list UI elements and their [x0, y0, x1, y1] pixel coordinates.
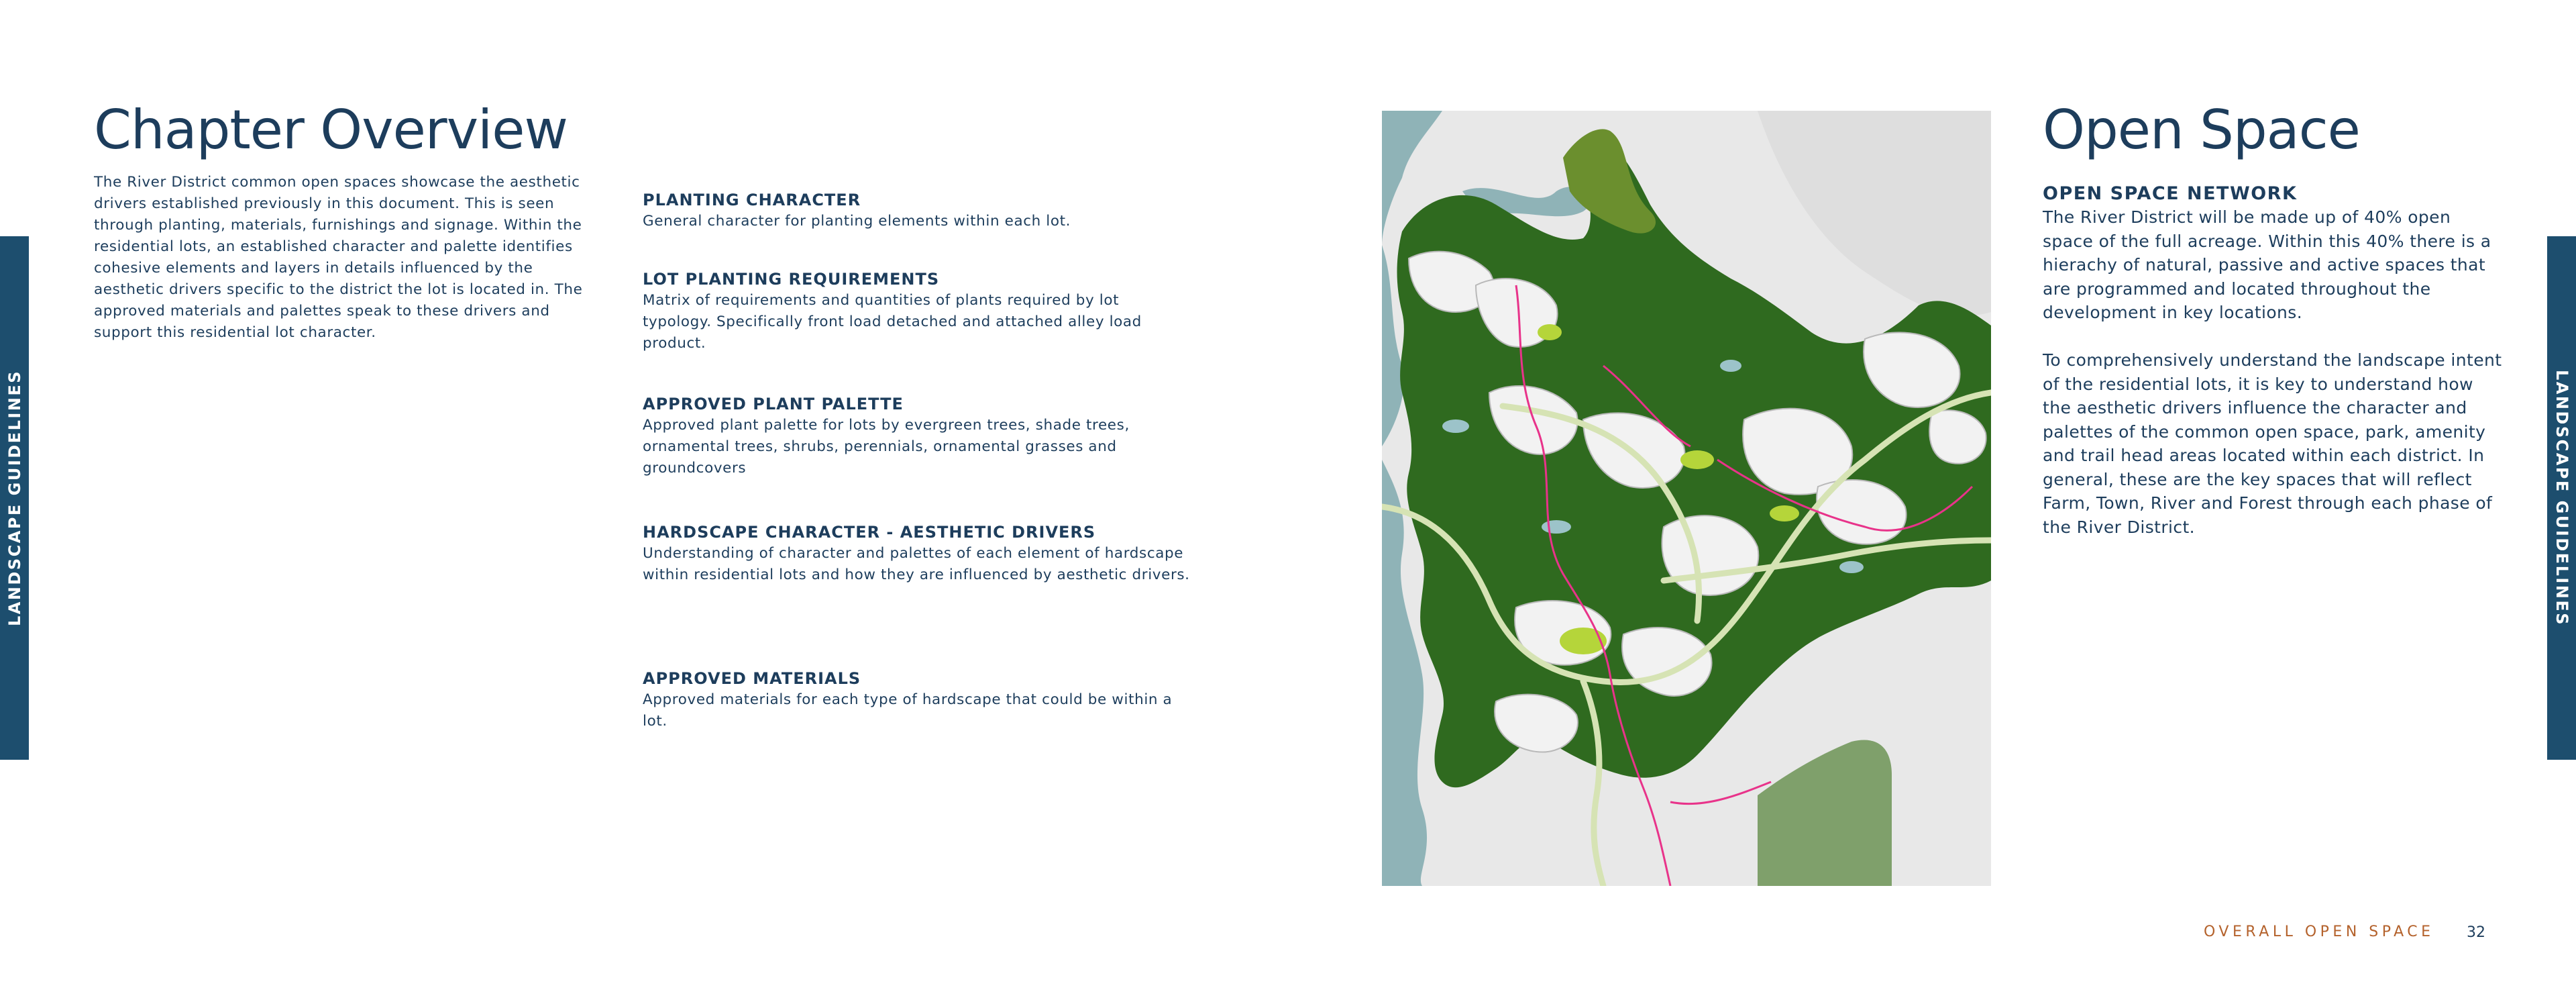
open-space-paragraph-1: The River District will be made up of 40% open space of the full acreage. Within this 40% there is a hierachy of natural, passive and active spaces that are programmed and located throughout the development in key locations. — [2043, 207, 2491, 322]
open-space-site-plan-map — [1382, 111, 1991, 886]
section-lot-planting-requirements — [643, 268, 1193, 354]
section-hardscape-character — [643, 521, 1193, 586]
section-text: Matrix of requirements and quantities of plants required by lot typology. Specifically front load detached and attached alley load product. — [643, 292, 1142, 352]
pond — [1839, 561, 1864, 573]
section-heading: PLANTING CHARACTER — [643, 191, 861, 209]
footer-section-label: OVERALL OPEN SPACE — [2204, 924, 2434, 940]
section-heading: LOT PLANTING REQUIREMENTS — [643, 270, 940, 289]
section-approved-materials — [643, 668, 1193, 732]
section-text: General character for planting elements within each lot. — [643, 213, 1071, 230]
pond — [1720, 360, 1741, 372]
section-text: Approved plant palette for lots by evergreen trees, shade trees, ornamental trees, shrubs, perennials, ornamental grasses and groundcovers — [643, 417, 1130, 477]
pond — [1542, 520, 1571, 534]
section-heading: HARDSCAPE CHARACTER - AESTHETIC DRIVERS — [643, 523, 1096, 542]
park — [1538, 324, 1562, 340]
section-heading: APPROVED PLANT PALETTE — [643, 395, 904, 413]
section-text: Approved materials for each type of hardscape that could be within a lot. — [643, 691, 1173, 730]
section-planting-character — [643, 189, 1193, 232]
side-tab-right-label: LANDSCAPE GUIDELINES — [2552, 369, 2571, 627]
park — [1770, 505, 1799, 521]
open-space-paragraph-2: To comprehensively understand the landscape intent of the residential lots, it is key to understand how the aesthetic drivers influence the character and palettes of the common open space, park, amenity and trail head areas located within each district. In general, these are the key spaces that will reflect Farm, Town, River and Forest through each phase of the River District. — [2043, 350, 2502, 537]
section-approved-plant-palette — [643, 393, 1193, 479]
park — [1680, 450, 1714, 469]
section-text: Understanding of character and palettes of each element of hardscape within residential lots and how they are influenced by aesthetic drivers. — [643, 545, 1190, 583]
page-number: 32 — [2467, 924, 2485, 941]
side-tab-left — [0, 236, 29, 760]
open-space-network-heading: OPEN SPACE NETWORK — [2043, 183, 2298, 204]
open-space-title: Open Space — [2043, 99, 2360, 161]
chapter-title: Chapter Overview — [94, 99, 568, 161]
side-tab-left-label: LANDSCAPE GUIDELINES — [5, 369, 24, 627]
side-tab-right — [2547, 236, 2576, 760]
site-plan-graphic — [1382, 111, 1991, 886]
chapter-body: The River District common open spaces showcase the aesthetic drivers established previously in this document. This is seen through planting, materials, furnishings and signage. Within the residential lots, an established character and palette identifies cohesive elements and layers in details influenced by the aesthetic drivers specific to the district the lot is located in. The approved materials and palettes speak to these drivers and support this residential lot character. — [94, 174, 583, 341]
pond — [1442, 419, 1469, 433]
section-heading: APPROVED MATERIALS — [643, 669, 861, 688]
